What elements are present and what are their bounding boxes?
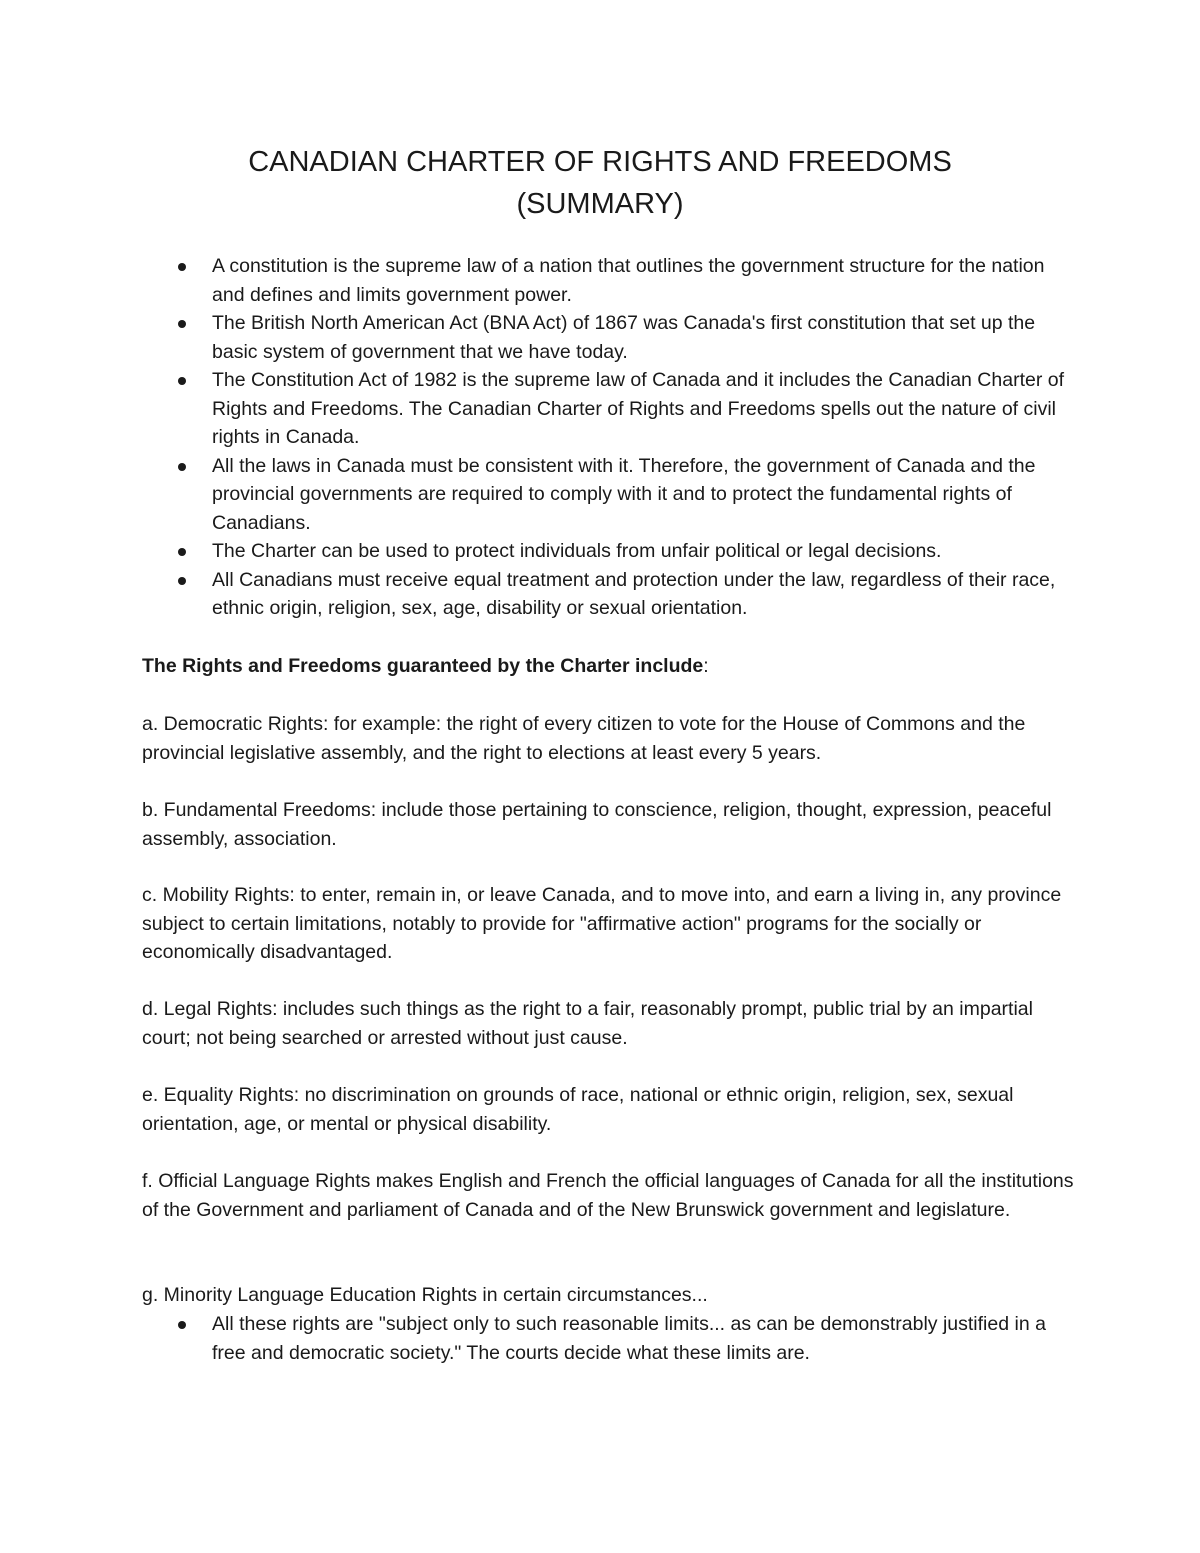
closing-bullet-list xyxy=(0,1310,1072,1367)
intro-bullet-list xyxy=(0,252,1072,623)
bullet-dot-icon xyxy=(178,548,186,556)
bullet-dot-icon xyxy=(178,1321,186,1329)
list-item-text: A constitution is the supreme law of a nation that outlines the government structure for the nation and defines and limits government power. xyxy=(212,255,1045,306)
minority-language-rights-paragraph: g. Minority Language Education Rights in certain circumstances... xyxy=(142,1284,708,1306)
democratic-rights-paragraph: a. Democratic Rights: for example: the right of every citizen to vote for the House of Commons and the provincial legislative assembly, and the right to elections at least every 5 years. xyxy=(142,713,1026,764)
rights-heading xyxy=(142,652,1072,681)
list-item xyxy=(0,537,1072,566)
list-item xyxy=(0,309,1072,366)
bullet-dot-icon xyxy=(178,320,186,328)
list-item-text: The British North American Act (BNA Act) of 1867 was Canada's first constitution that set up the basic system of government that we have today. xyxy=(212,312,1036,363)
bullet-dot-icon xyxy=(178,263,186,271)
fundamental-freedoms-paragraph: b. Fundamental Freedoms: include those pertaining to conscience, religion, thought, expression, peaceful assembly, association. xyxy=(142,799,1052,850)
page-title xyxy=(0,141,1200,225)
title-line-1: CANADIAN CHARTER OF RIGHTS AND FREEDOMS xyxy=(248,146,952,178)
title-line-2: (SUMMARY) xyxy=(516,188,684,220)
legal-rights-paragraph: d. Legal Rights: includes such things as the right to a fair, reasonably prompt, public trial by an impartial court; not being searched or arrested without just cause. xyxy=(142,998,1033,1049)
list-item-text: The Constitution Act of 1982 is the supreme law of Canada and it includes the Canadian Charter of Rights and Freedoms. The Canadian Charter of Rights and Freedoms spells out the nature of civil rights in Canada. xyxy=(212,369,1065,448)
bullet-dot-icon xyxy=(178,377,186,385)
list-item xyxy=(0,566,1072,623)
list-item xyxy=(0,1310,1072,1367)
list-item-text: All the laws in Canada must be consistent with it. Therefore, the government of Canada and the provincial governments are required to comply with it and to protect the fundamental rights of Canadians. xyxy=(212,454,1036,534)
list-item-text: All these rights are "subject only to such reasonable limits... as can be demonstrably justified in a free and democratic society." The courts decide what these limits are. xyxy=(212,1313,1046,1364)
list-item-text: The Charter can be used to protect individuals from unfair political or legal decisions. xyxy=(212,540,942,562)
bullet-dot-icon xyxy=(178,577,186,585)
bullet-dot-icon xyxy=(178,463,186,471)
list-item xyxy=(0,252,1072,309)
list-item xyxy=(0,366,1072,452)
list-item xyxy=(0,452,1072,538)
rights-heading-bold: The Rights and Freedoms guaranteed by the Charter include xyxy=(142,655,704,677)
mobility-rights-paragraph: c. Mobility Rights: to enter, remain in, or leave Canada, and to move into, and earn a living in, any province subject to certain limitations, notably to provide for "affirmative action" programs for the socially or economically disadvantaged. xyxy=(142,884,1062,963)
list-item-text: All Canadians must receive equal treatment and protection under the law, regardless of their race, ethnic origin, religion, sex, age, disability or sexual orientation. xyxy=(212,568,1056,619)
rights-heading-suffix: : xyxy=(703,655,709,677)
official-language-rights-paragraph: f. Official Language Rights makes English and French the official languages of Canada for all the institutions of the Government and parliament of Canada and of the New Brunswick government and legislature. xyxy=(142,1170,1074,1221)
equality-rights-paragraph: e. Equality Rights: no discrimination on grounds of race, national or ethnic origin, religion, sex, sexual orientation, age, or mental or physical disability. xyxy=(142,1084,1014,1135)
